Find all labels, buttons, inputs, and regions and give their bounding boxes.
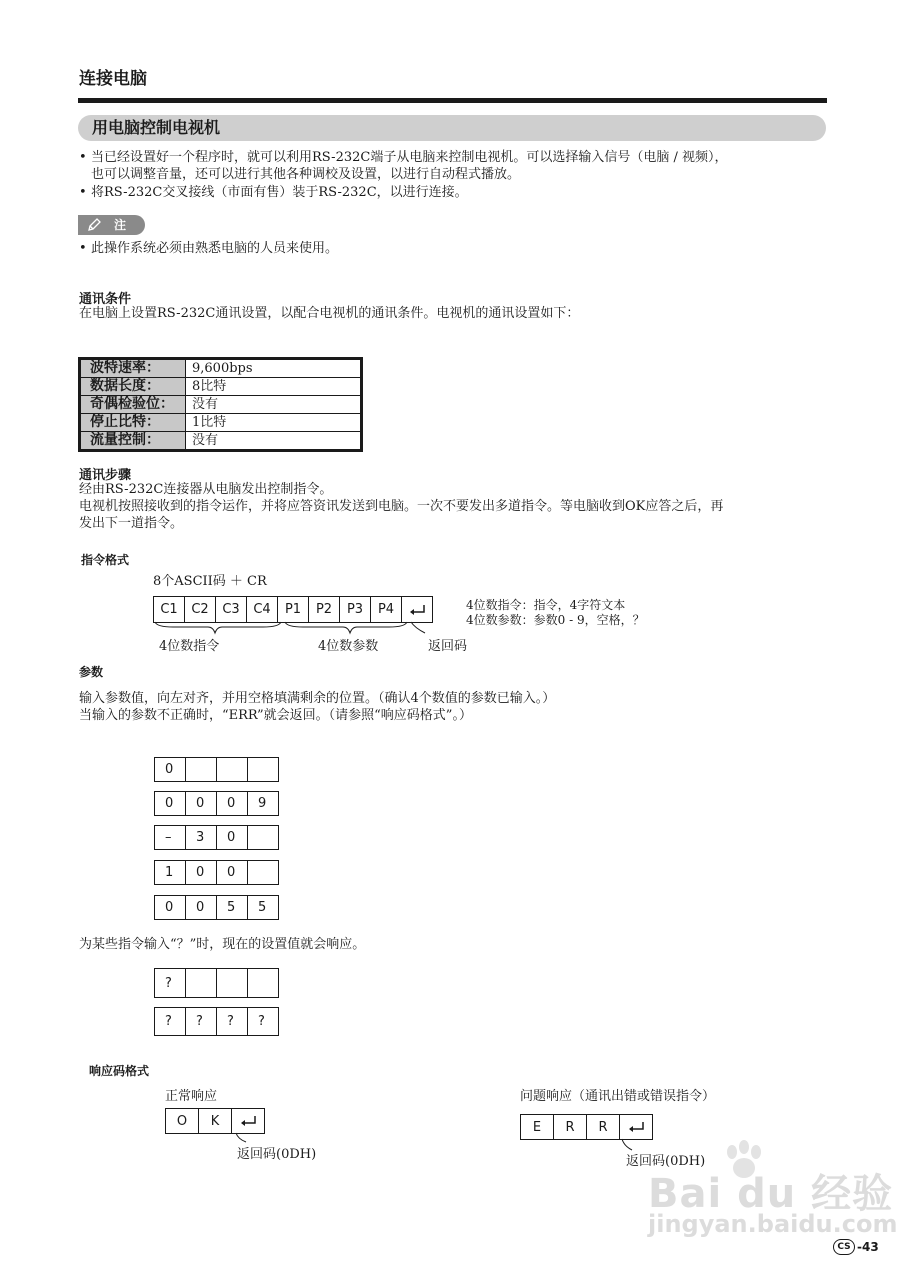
setting-value: 没有 — [186, 396, 362, 414]
steps-line-2: 电视机按照接收到的指令运作，并将应答资讯发送到电脑。一次不要发出多道指令。等电脑收到OK应答之后，再 — [79, 499, 724, 514]
param-digit: 0 — [154, 895, 186, 920]
bullet-1-line-2: 也可以调整音量，还可以进行其他各种调校及设置，以进行自动程式播放。 — [91, 167, 521, 182]
command-cell: C3 — [215, 596, 247, 623]
param-digit — [247, 860, 279, 885]
param-digit: 0 — [216, 860, 248, 885]
command-format-title: 指令格式 — [81, 553, 130, 567]
title-rule — [78, 98, 827, 103]
command-note-1: 4位数指令：指令，4字符文本 — [466, 598, 626, 612]
setting-key: 波特速率： — [80, 359, 186, 378]
setting-key: 奇偶检验位： — [80, 396, 186, 414]
table-row — [80, 359, 362, 378]
command-cell: C4 — [246, 596, 278, 623]
query-example-row — [154, 968, 279, 998]
normal-response-label: 正常响应 — [165, 1089, 218, 1104]
response-cell: O — [165, 1108, 199, 1134]
param-cell: P3 — [339, 596, 371, 623]
cs-badge: CS — [833, 1239, 855, 1255]
param-digit: 0 — [185, 791, 217, 816]
table-row — [80, 396, 362, 414]
return-arrow-icon — [408, 604, 426, 616]
param-digit: 3 — [185, 825, 217, 850]
page-number — [833, 1239, 879, 1255]
param-digit — [247, 757, 279, 782]
note-text — [79, 240, 338, 257]
table-row — [80, 378, 362, 396]
ascii-label: 8个ASCII码 ＋ CR — [153, 574, 267, 589]
page-number-text: -43 — [857, 1240, 879, 1254]
return-cell — [619, 1114, 653, 1140]
comm-steps-text — [79, 481, 831, 532]
label-param: 4位数参数 — [318, 639, 379, 654]
response-cell: R — [586, 1114, 620, 1140]
param-cell: P4 — [370, 596, 402, 623]
return-arrow-icon — [239, 1115, 257, 1127]
section-title: 连接电脑 — [79, 69, 147, 89]
comm-settings-table — [78, 357, 363, 452]
param-digit: 0 — [185, 895, 217, 920]
param-digit — [247, 825, 279, 850]
response-format-title: 响应码格式 — [89, 1064, 150, 1078]
param-digit: ? — [154, 1007, 186, 1036]
label-command: 4位数指令 — [159, 639, 220, 654]
setting-value: 1比特 — [186, 414, 362, 432]
param-digit: 0 — [185, 860, 217, 885]
steps-line-3: 发出下一道指令。 — [79, 516, 184, 531]
command-notes — [466, 598, 645, 628]
param-digit: – — [154, 825, 186, 850]
error-response-cells — [520, 1114, 653, 1140]
query-example-row — [154, 1007, 279, 1036]
watermark-brand: Bai du 经验 — [648, 1171, 894, 1217]
param-digit: 5 — [216, 895, 248, 920]
param-digit: ? — [216, 1007, 248, 1036]
normal-response-cells — [165, 1108, 265, 1134]
param-digit: 1 — [154, 860, 186, 885]
command-cells — [153, 596, 433, 623]
table-row — [80, 414, 362, 432]
intro-bullet-2 — [79, 184, 829, 201]
param-digit: 9 — [247, 791, 279, 816]
brace-lines — [153, 620, 453, 636]
intro-bullet-1 — [79, 149, 829, 183]
command-cell: C2 — [184, 596, 216, 623]
comm-conditions-title: 通讯条件 — [79, 292, 132, 307]
watermark-url: jingyan.baidu.com — [648, 1210, 898, 1238]
parameters-text — [79, 690, 555, 724]
bullet-1-line-1: 当已经设置好一个程序时，就可以利用RS-232C端子从电脑来控制电视机。可以选择输入信号（电脑 / 视频）， — [91, 150, 728, 165]
bullet-2-text: 将RS-232C交叉接线（市面有售）装于RS-232C，以进行连接。 — [91, 185, 468, 200]
param-cell: P2 — [308, 596, 340, 623]
param-digit — [185, 757, 217, 782]
param-example-row — [154, 895, 279, 920]
note-tab — [78, 215, 145, 235]
response-cell: R — [553, 1114, 587, 1140]
param-digit: ? — [247, 1007, 279, 1036]
param-digit — [216, 968, 248, 998]
param-example-row — [154, 860, 279, 885]
param-digit: 0 — [154, 791, 186, 816]
response-cell: E — [520, 1114, 554, 1140]
subheading: 用电脑控制电视机 — [92, 118, 221, 137]
setting-key: 停止比特： — [80, 414, 186, 432]
param-digit: ? — [154, 968, 186, 998]
param-example-row — [154, 791, 279, 816]
query-text: 为某些指令输入“？”时，现在的设置值就会响应。 — [79, 937, 366, 952]
parameters-title: 参数 — [79, 665, 104, 679]
table-row — [80, 432, 362, 451]
param-example-row — [154, 757, 279, 782]
note-label: 注 — [114, 218, 127, 232]
param-digit: 0 — [216, 825, 248, 850]
return-cell — [231, 1108, 265, 1134]
note-body: 此操作系统必须由熟悉电脑的人员来使用。 — [91, 241, 339, 256]
param-digit — [247, 968, 279, 998]
param-digit: 0 — [216, 791, 248, 816]
comm-steps-title: 通讯步骤 — [79, 468, 132, 483]
error-response-label: 问题响应（通讯出错或错误指令） — [520, 1089, 716, 1104]
setting-value: 8比特 — [186, 378, 362, 396]
command-cell: C1 — [153, 596, 185, 623]
return-arrow-icon — [627, 1121, 645, 1133]
setting-key: 流量控制： — [80, 432, 186, 451]
error-return-label: 返回码(0DH) — [626, 1154, 706, 1169]
bullet-mark: • — [79, 185, 87, 200]
return-cell — [401, 596, 433, 623]
command-note-2: 4位数参数：参数0 - 9，空格，？ — [466, 613, 645, 627]
param-digit: ? — [185, 1007, 217, 1036]
setting-value: 9,600bps — [186, 359, 362, 378]
param-line-2: 当输入的参数不正确时，“ERR”就会返回。（请参照“响应码格式”。） — [79, 708, 472, 723]
param-digit: 0 — [154, 757, 186, 782]
param-example-row — [154, 825, 279, 850]
pencil-icon — [86, 217, 102, 233]
setting-key: 数据长度： — [80, 378, 186, 396]
steps-line-1: 经由RS-232C连接器从电脑发出控制指令。 — [79, 482, 333, 497]
setting-value: 没有 — [186, 432, 362, 451]
comm-conditions-text: 在电脑上设置RS-232C通讯设置，以配合电视机的通讯条件。电视机的通讯设置如下： — [79, 306, 580, 321]
param-cell: P1 — [277, 596, 309, 623]
normal-return-label: 返回码(0DH) — [237, 1147, 317, 1162]
param-digit — [216, 757, 248, 782]
label-return: 返回码 — [428, 639, 468, 654]
param-line-1: 输入参数值，向左对齐，并用空格填满剩余的位置。（确认4个数值的参数已输入。） — [79, 691, 556, 706]
bullet-mark: • — [79, 150, 87, 165]
param-digit — [185, 968, 217, 998]
response-cell: K — [198, 1108, 232, 1134]
param-digit: 5 — [247, 895, 279, 920]
bullet-mark: • — [79, 241, 87, 256]
